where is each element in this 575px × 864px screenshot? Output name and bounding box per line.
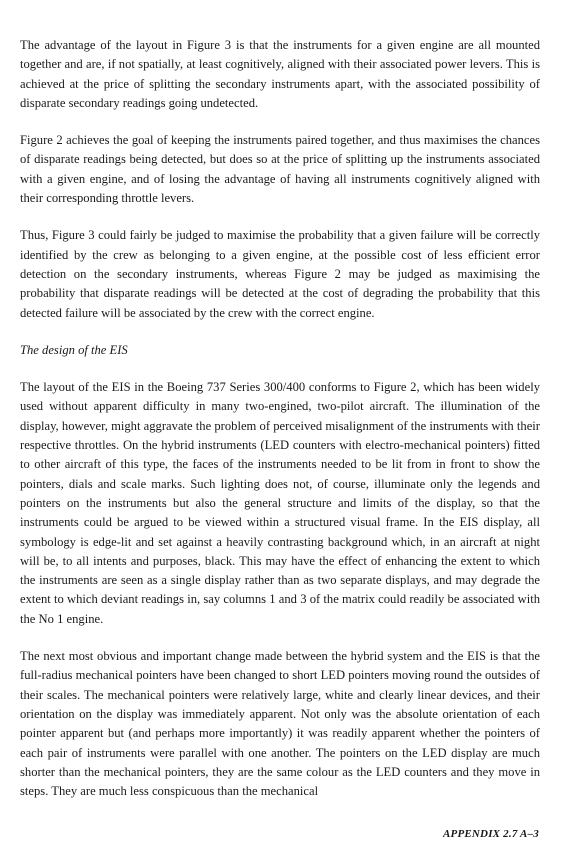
paragraph-2: Figure 2 achieves the goal of keeping the instruments paired together, and thus maximises the chances of disparate readings being detected, but does so at the price of splitting up the instruments associated with a given engine, and of losing the advantage of having all instruments cognitively aligned with their corresponding throttle levers. <box>20 133 540 206</box>
paragraph-5: The next most obvious and important change made between the hybrid system and the EIS is that the full-radius mechanical pointers have been changed to short LED pointers moving round the outsides of their scales. The mechanical pointers were relatively large, white and clearly linear devices, and their orientation on the display was immediately apparent. Not only was the absolute orientation of each pointer apparent but (and perhaps more importantly) it was readily apparent whether the pointers of each pair of instruments were parallel with one another. The pointers on the LED display are much shorter than the mechanical pointers, they are the same colour as the LED counters and they move in steps. They are much less conspicuous than the mechanical <box>20 649 540 799</box>
document-page <box>20 36 540 819</box>
page-footer: APPENDIX 2.7 A–3 <box>443 828 539 840</box>
paragraph-4: The layout of the EIS in the Boeing 737 Series 300/400 conforms to Figure 2, which has been widely used without apparent difficulty in many two-engined, two-pilot aircraft. The illumination of the display, however, might aggravate the problem of perceived misalignment of the instruments with their respective throttles. On the hybrid instruments (LED counters with electro-mechanical pointers) fitted to other aircraft of this type, the faces of the instruments needed to be lit from in front to show the pointers, dials and scale marks. Such lighting does not, of course, illuminate only the legends and pointers on the instruments but also the general structure and limits of the display, so that the instruments could be argued to be viewed within a structured visual frame. In the EIS display, all symbology is edge-lit and set against a heavily contrasting background which, in an aircraft at night will be, to all intents and purposes, black. This may have the effect of enhancing the extent to which the instruments are seen as a single display rather than as two separate displays, and may degrade the extent to which deviant readings in, say columns 1 and 3 of the matrix could readily be associated with the No 1 engine. <box>20 380 540 626</box>
section-heading: The design of the EIS <box>20 342 128 357</box>
paragraph-3: Thus, Figure 3 could fairly be judged to maximise the probability that a given failure will be correctly identified by the crew as belonging to a given engine, at the possible cost of less efficient error detection on the secondary instruments, whereas Figure 2 may be judged as maximising the probability that disparate readings will be detected at the cost of degrading the probability that this detected failure will be associated by the crew with the correct engine. <box>20 228 540 320</box>
paragraph-1: The advantage of the layout in Figure 3 is that the instruments for a given engine are all mounted together and are, if not spatially, at least cognitively, aligned with their associated power levers. This is achieved at the price of splitting the secondary instruments apart, with the associated possibility of disparate secondary readings going undetected. <box>20 38 540 110</box>
